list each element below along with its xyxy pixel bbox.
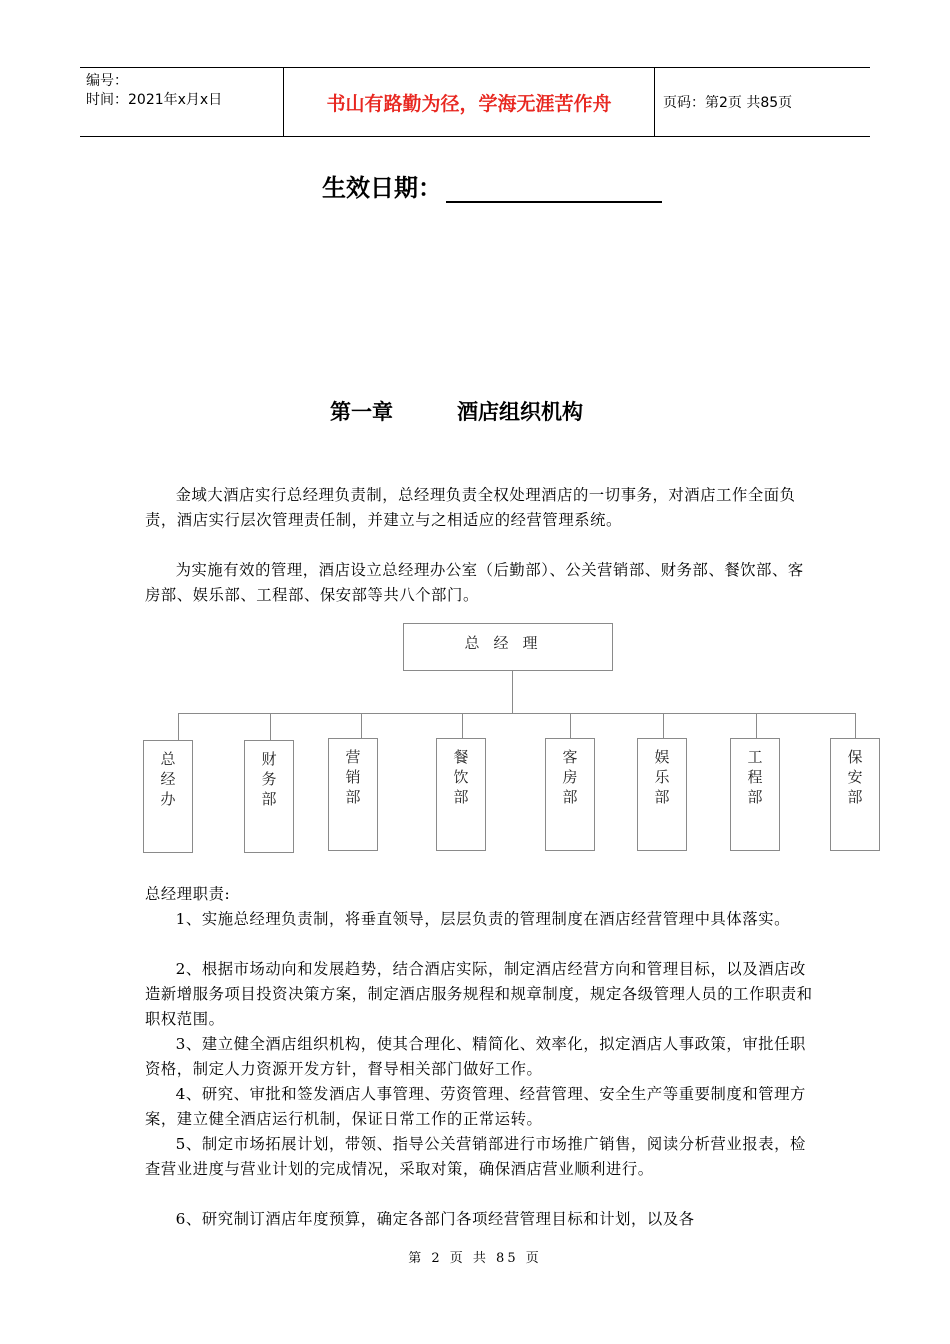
org-department-char: 营 xyxy=(345,748,361,766)
page-footer: 第 2 页 共 85 页 xyxy=(408,1251,542,1266)
org-department-box xyxy=(637,738,687,851)
org-department-char: 部 xyxy=(562,788,578,806)
org-connector-horizontal xyxy=(178,713,855,714)
org-department-char: 部 xyxy=(345,788,361,806)
org-department-char: 程 xyxy=(747,768,763,786)
org-department-box xyxy=(730,738,780,851)
effective-date-blank xyxy=(446,175,662,203)
org-department-char: 务 xyxy=(261,770,277,788)
org-general-manager-box: 总经理 xyxy=(403,623,613,671)
org-department-char: 总 xyxy=(160,750,176,768)
intro-paragraph-2: 为实施有效的管理，酒店设立总经理办公室（后勤部）、公关营销部、财务部、餐饮部、客房部、娱乐部、工程部、保安部等共八个部门。 xyxy=(145,561,804,604)
org-department-char: 餐 xyxy=(453,748,469,766)
org-department-box xyxy=(830,738,880,851)
duty-item-2: 2、根据市场动向和发展趋势，结合酒店实际，制定酒店经营方向和管理目标，以及酒店改造新增服务项目投资决策方案，制定酒店服务规程和规章制度，规定各级管理人员的工作职责和职权范围。 xyxy=(145,960,813,1028)
org-dept-connector xyxy=(663,713,664,738)
duty-item-4: 4、研究、审批和签发酒店人事管理、劳资管理、经营管理、安全生产等重要制度和管理方案，建立健全酒店运行机制，保证日常工作的正常运转。 xyxy=(145,1085,806,1128)
org-department-char: 客 xyxy=(562,748,578,766)
number-label: 编号： xyxy=(86,73,128,89)
duty-item-1: 1、实施总经理负责制，将垂直领导，层层负责的管理制度在酒店经营管理中具体落实。 xyxy=(175,910,791,928)
time-label: 时间：2021年x月x日 xyxy=(86,92,223,108)
org-department-char: 工 xyxy=(747,748,763,766)
org-department-char: 部 xyxy=(453,788,469,806)
effective-date xyxy=(322,168,662,203)
org-department-char: 部 xyxy=(261,790,277,808)
duties-title: 总经理职责: xyxy=(145,885,231,903)
org-department-char: 房 xyxy=(562,768,578,786)
org-department-char: 办 xyxy=(160,790,176,808)
duty-item-5: 5、制定市场拓展计划，带领、指导公关营销部进行市场推广销售，阅读分析营业报表，检查营业进度与营业计划的完成情况，采取对策，确保酒店营业顺利进行。 xyxy=(145,1135,806,1178)
motto: 书山有路勤为径，学海无涯苦作舟 xyxy=(283,68,655,136)
org-dept-connector xyxy=(361,713,362,738)
org-department-char: 饮 xyxy=(453,768,469,786)
intro-paragraph-1: 金域大酒店实行总经理负责制，总经理负责全权处理酒店的一切事务，对酒店工作全面负责，酒店实行层次管理责任制，并建立与之相适应的经营管理系统。 xyxy=(145,486,796,529)
org-department-char: 保 xyxy=(847,748,863,766)
org-department-char: 娱 xyxy=(654,748,670,766)
org-department-box xyxy=(328,738,378,851)
org-dept-connector xyxy=(178,713,179,740)
org-department-box xyxy=(545,738,595,851)
duty-item-3: 3、建立健全酒店组织机构，使其合理化、精简化、效率化，拟定酒店人事政策，审批任职资格，制定人力资源开发方针，督导相关部门做好工作。 xyxy=(145,1035,806,1078)
org-dept-connector xyxy=(756,713,757,738)
org-department-char: 部 xyxy=(654,788,670,806)
org-department-char: 部 xyxy=(847,788,863,806)
org-department-char: 财 xyxy=(261,750,277,768)
effective-date-label: 生效日期： xyxy=(322,173,442,202)
page-info: 页码：第2页 共85页 xyxy=(663,95,793,111)
header-left-cell xyxy=(80,68,283,136)
header-table xyxy=(80,67,870,137)
duty-item-6: 6、研究制订酒店年度预算，确定各部门各项经营管理目标和计划，以及各 xyxy=(175,1210,695,1228)
org-department-char: 安 xyxy=(847,768,863,786)
org-dept-connector xyxy=(270,713,271,740)
org-dept-connector xyxy=(462,713,463,738)
org-dept-connector xyxy=(570,713,571,738)
org-connector-vertical xyxy=(512,671,513,713)
org-department-char: 乐 xyxy=(654,768,670,786)
org-department-box xyxy=(436,738,486,851)
org-department-box xyxy=(244,740,294,853)
org-dept-connector xyxy=(855,713,856,738)
org-department-char: 销 xyxy=(345,768,361,786)
chapter-heading xyxy=(330,396,583,426)
org-department-char: 部 xyxy=(747,788,763,806)
chapter-title: 酒店组织机构 xyxy=(457,399,583,424)
org-department-char: 经 xyxy=(160,770,176,788)
chapter-number: 第一章 xyxy=(330,399,393,424)
org-department-box xyxy=(143,740,193,853)
